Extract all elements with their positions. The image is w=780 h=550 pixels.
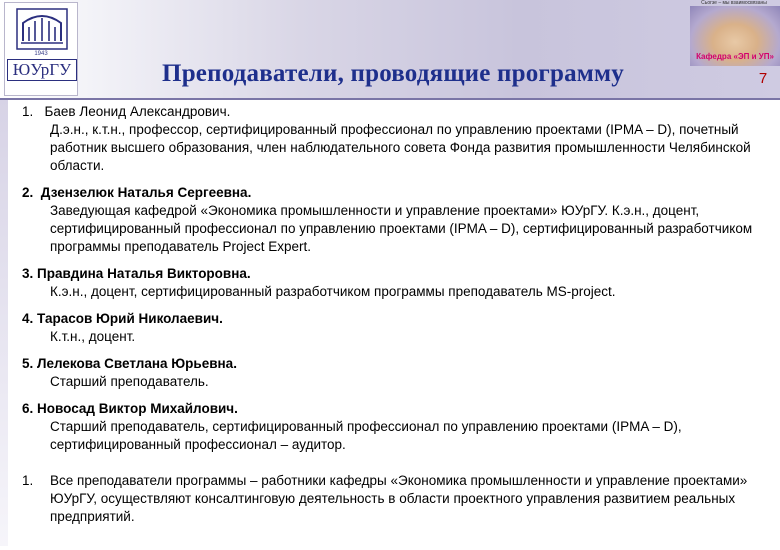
- teacher-description: Д.э.н., к.т.н., профессор, сертифицированный профессионал по управлению проектами (IPMA – D), почетный работник высшего образования, член наблюдательного совета Фонда развития промышленности Челябинской области.: [50, 122, 751, 173]
- teacher-name: Тарасов Юрий Николаевич.: [37, 311, 223, 326]
- teacher-description: К.э.н., доцент, сертифицированный разработчиком программы преподаватель MS-project.: [50, 284, 616, 299]
- item-number: 2.: [22, 185, 34, 200]
- teacher-name: Новосад Виктор Михайлович.: [37, 401, 238, 416]
- slide-number: 7: [758, 70, 768, 87]
- teacher-list: [22, 103, 774, 526]
- teacher-item: [22, 355, 774, 391]
- header-divider: [0, 98, 780, 100]
- item-number: 6.: [22, 401, 34, 416]
- logo-year: 1943: [34, 51, 48, 57]
- teacher-item: [22, 184, 774, 256]
- teacher-name: Лелекова Светлана Юрьевна.: [37, 356, 237, 371]
- item-number: 5.: [22, 356, 34, 371]
- teacher-item: [22, 310, 774, 346]
- department-caption: Кафедра «ЭП и УП»: [696, 52, 774, 61]
- item-number: 1.: [22, 104, 34, 119]
- teacher-description: К.т.н., доцент.: [50, 329, 136, 344]
- note-number: 1.: [22, 473, 34, 488]
- logo-emblem-icon: [13, 7, 71, 51]
- summary-note: [22, 472, 774, 526]
- note-text: Все преподаватели программы – работники кафедры «Экономика промышленности и управление проектами» ЮУрГУ, осуществляют консалтинговую деятельность в области проектного управления развитием реальных предприятий.: [50, 473, 748, 524]
- item-number: 3.: [22, 266, 34, 281]
- university-logo: [4, 2, 78, 96]
- teacher-description: Старший преподаватель.: [50, 374, 209, 389]
- left-decor-bar: [0, 100, 8, 546]
- logo-text: ЮУрГУ: [7, 59, 77, 81]
- item-number: 4.: [22, 311, 34, 326]
- teacher-item: [22, 265, 774, 301]
- slide-header: [0, 0, 780, 100]
- teacher-name: Дзензелюк Наталья Сергеевна.: [40, 185, 252, 200]
- teacher-description: Старший преподаватель, сертифицированный профессионал по управлению проектами (IPMA – D), сертифицированный профессионал – аудитор.: [50, 419, 682, 452]
- teacher-name: Баев Леонид Александрович.: [44, 104, 231, 119]
- teacher-item: [22, 103, 774, 175]
- teacher-description: Заведующая кафедрой «Экономика промышленности и управление проектами» ЮУрГУ. К.э.н., доцент, сертифицированный профессионал по управлению проектами (IPMA – D), сертифицированный разработчиком программы преподаватель Project Expert.: [50, 203, 753, 254]
- photo-top-text: Сьогзе – мы взаимосвязаны: [701, 0, 767, 6]
- slide-title: Преподаватели, проводящие программу: [162, 60, 624, 87]
- teacher-item: [22, 400, 774, 454]
- teacher-name: Правдина Наталья Викторовна.: [37, 266, 251, 281]
